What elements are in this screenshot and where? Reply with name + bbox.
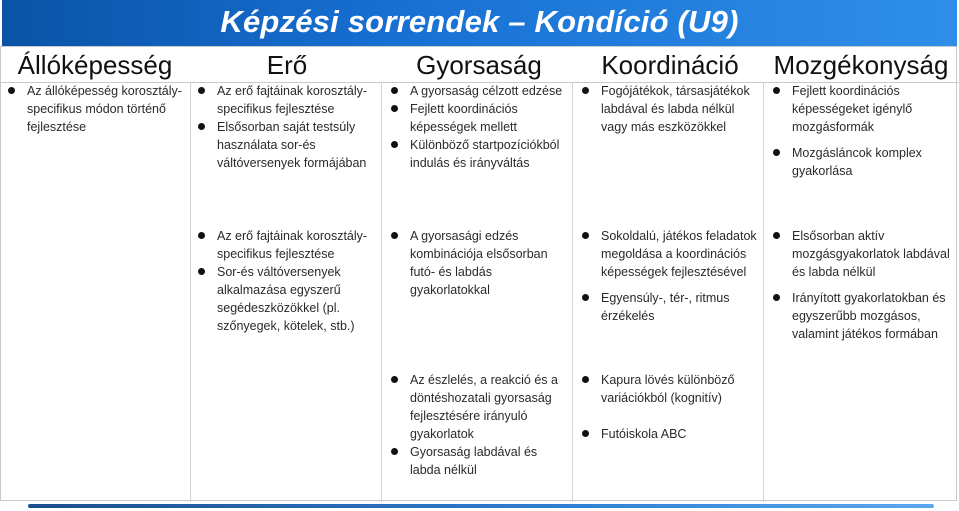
list-item xyxy=(580,227,760,281)
cell-gyorsasag-3 xyxy=(389,371,569,479)
list-item-text: Fogójátékok, társasjátékok labdával és labda nélkül vagy más eszközökkel xyxy=(601,84,750,134)
bullet-icon xyxy=(198,87,205,94)
list-item-text: A gyorsasági edzés kombinációja elsősorban futó- és labdás gyakorlatokkal xyxy=(410,229,548,297)
column-heading-ero: Erő xyxy=(266,50,308,80)
list-item-text: Különböző startpozíciókból indulás és irányváltás xyxy=(410,138,560,170)
footer-accent-bar xyxy=(28,504,934,508)
list-item-text: Sor-és váltóversenyek alkalmazása egyszerű segédeszközökkel (pl. szőnyegek, kötelek, stb.) xyxy=(217,265,355,333)
column-header-row xyxy=(0,46,959,83)
cell-koordinacio-2 xyxy=(580,227,760,325)
bullet-icon xyxy=(391,448,398,455)
cell-ero-2 xyxy=(196,227,376,335)
list-item-text: Futóiskola ABC xyxy=(601,427,687,441)
list-item xyxy=(196,227,376,263)
bullet-icon xyxy=(391,87,398,94)
list-item-text: A gyorsaság célzott edzése xyxy=(410,84,563,98)
list-item xyxy=(6,82,188,136)
list-item xyxy=(389,443,569,479)
bullet-icon xyxy=(391,105,398,112)
cell-koordinacio-3 xyxy=(580,371,760,443)
list-item-text: Sokoldalú, játékos feladatok megoldása a koordinációs képességek fejlesztésével xyxy=(601,229,757,279)
cell-mozgekonysag-2 xyxy=(771,227,953,343)
list-item xyxy=(196,118,376,172)
cell-gyorsasag-2 xyxy=(389,227,569,299)
bullet-icon xyxy=(773,232,780,239)
bullet-icon xyxy=(391,141,398,148)
bullet-icon xyxy=(582,294,589,301)
column-heading-mozgekonysag: Mozgékonyság xyxy=(773,50,949,80)
bullet-icon xyxy=(773,87,780,94)
column-divider xyxy=(381,82,382,502)
slide-title: Képzési sorrendek – Kondíció (U9) xyxy=(220,4,739,39)
list-item xyxy=(389,100,569,136)
list-item xyxy=(389,136,569,172)
list-item-text: Egyensúly-, tér-, ritmus érzékelés xyxy=(601,291,730,323)
column-divider xyxy=(763,82,764,502)
list-item xyxy=(580,289,760,325)
list-item-text: Az állóképesség korosztály-specifikus módon történő fejlesztése xyxy=(27,84,182,134)
bullet-icon xyxy=(391,376,398,383)
list-item-text: Fejlett koordinációs képességeket igénylő mozgásformák xyxy=(792,84,913,134)
list-item xyxy=(771,289,953,343)
list-item xyxy=(580,425,760,443)
list-item-text: Gyorsaság labdával és labda nélkül xyxy=(410,445,538,477)
list-item xyxy=(389,371,569,443)
bullet-icon xyxy=(391,232,398,239)
list-item xyxy=(389,227,569,299)
list-item-text: Irányított gyakorlatokban és egyszerűbb mozgásos, valamint játékos formában xyxy=(792,291,946,341)
list-item xyxy=(196,263,376,335)
column-heading-koordinacio: Koordináció xyxy=(601,50,739,80)
bullet-icon xyxy=(582,376,589,383)
bullet-icon xyxy=(198,232,205,239)
title-band xyxy=(0,0,959,46)
cell-koordinacio-1 xyxy=(580,82,760,136)
bullet-icon xyxy=(582,430,589,437)
bullet-icon xyxy=(582,232,589,239)
bullet-icon xyxy=(773,294,780,301)
list-item-text: Az erő fajtáinak korosztály-specifikus fejlesztése xyxy=(217,229,368,261)
bullet-icon xyxy=(198,268,205,275)
cell-gyorsasag-1 xyxy=(389,82,569,172)
column-heading-allokepesseg: Állóképesség xyxy=(17,50,173,80)
list-item-text: Elsősorban saját testsúly használata sor-és váltóversenyek formájában xyxy=(217,120,367,170)
cell-mozgekonysag-1 xyxy=(771,82,953,180)
list-item xyxy=(771,144,953,180)
bullet-icon xyxy=(8,87,15,94)
list-item-text: Az észlelés, a reakció és a döntéshozatali gyorsaság fejlesztésére irányuló gyakorlatok xyxy=(410,373,558,441)
list-item-text: Mozgásláncok komplex gyakorlása xyxy=(792,146,922,178)
cell-allokepesseg-1 xyxy=(6,82,188,136)
list-item-text: Fejlett koordinációs képességek mellett xyxy=(410,102,518,134)
column-heading-gyorsasag: Gyorsaság xyxy=(416,50,542,80)
list-item-text: Elsősorban aktív mozgásgyakorlatok labdával és labda nélkül xyxy=(792,229,950,279)
list-item-text: Az erő fajtáinak korosztály-specifikus fejlesztése xyxy=(217,84,368,116)
column-divider xyxy=(190,82,191,502)
cell-ero-1 xyxy=(196,82,376,172)
list-item-text: Kapura lövés különböző variációkból (kognitív) xyxy=(601,373,735,405)
bullet-icon xyxy=(773,149,780,156)
list-item xyxy=(771,227,953,281)
column-divider xyxy=(572,82,573,502)
list-item xyxy=(771,82,953,136)
list-item xyxy=(389,82,569,100)
list-item xyxy=(580,82,760,136)
bullet-icon xyxy=(582,87,589,94)
bullet-icon xyxy=(198,123,205,130)
list-item xyxy=(196,82,376,118)
list-item xyxy=(580,371,760,407)
